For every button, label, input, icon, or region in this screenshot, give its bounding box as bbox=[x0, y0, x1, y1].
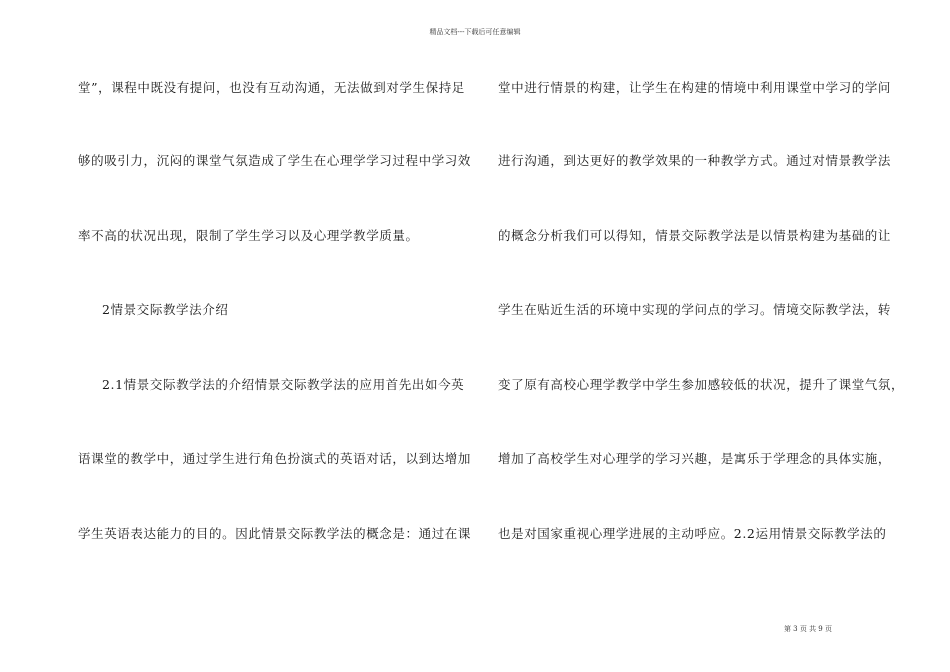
text-line: 语课堂的教学中，通过学生进行角色扮演式的英语对话，以到达增加 bbox=[78, 451, 472, 466]
text-line: 的概念分析我们可以得知，情景交际教学法是以情景构建为基础的让 bbox=[498, 228, 892, 243]
text-line: 够的吸引力，沉闷的课堂气氛造成了学生在心理学学习过程中学习效 bbox=[78, 153, 472, 168]
page-number: 第 3 页 共 9 页 bbox=[783, 625, 832, 633]
text-line: 也是对国家重视心理学进展的主动呼应。2.2运用情景交际教学法的 bbox=[498, 526, 887, 541]
text-line: 学生在贴近生活的环境中实现的学问点的学习。情境交际教学法，转 bbox=[498, 302, 892, 317]
text-line: 率不高的状况出现，限制了学生学习以及心理学教学质量。 bbox=[78, 228, 419, 243]
text-line: 学生英语表达能力的目的。因此情景交际教学法的概念是：通过在课 bbox=[78, 526, 472, 541]
text-line: 堂中进行情景的构建，让学生在构建的情境中利用课堂中学习的学问 bbox=[498, 80, 892, 95]
text-line: 变了原有高校心理学教学中学生参加感较低的状况，提升了课堂气氛， bbox=[498, 377, 905, 392]
text-line: 进行沟通，到达更好的教学效果的一种教学方式。通过对情景教学法 bbox=[498, 153, 892, 168]
page-header: 精品文档---下载后可任意编辑 bbox=[429, 28, 521, 36]
text-line: 2.1情景交际教学法的介绍情景交际教学法的应用首先出如今英 bbox=[102, 377, 465, 392]
text-line: 增加了高校学生对心理学的学习兴趣，是寓乐于学理念的具体实施， bbox=[498, 451, 892, 466]
section-heading: 2情景交际教学法介绍 bbox=[102, 302, 229, 317]
text-line: 堂”，课程中既没有提问，也没有互动沟通，无法做到对学生保持足 bbox=[78, 80, 465, 95]
